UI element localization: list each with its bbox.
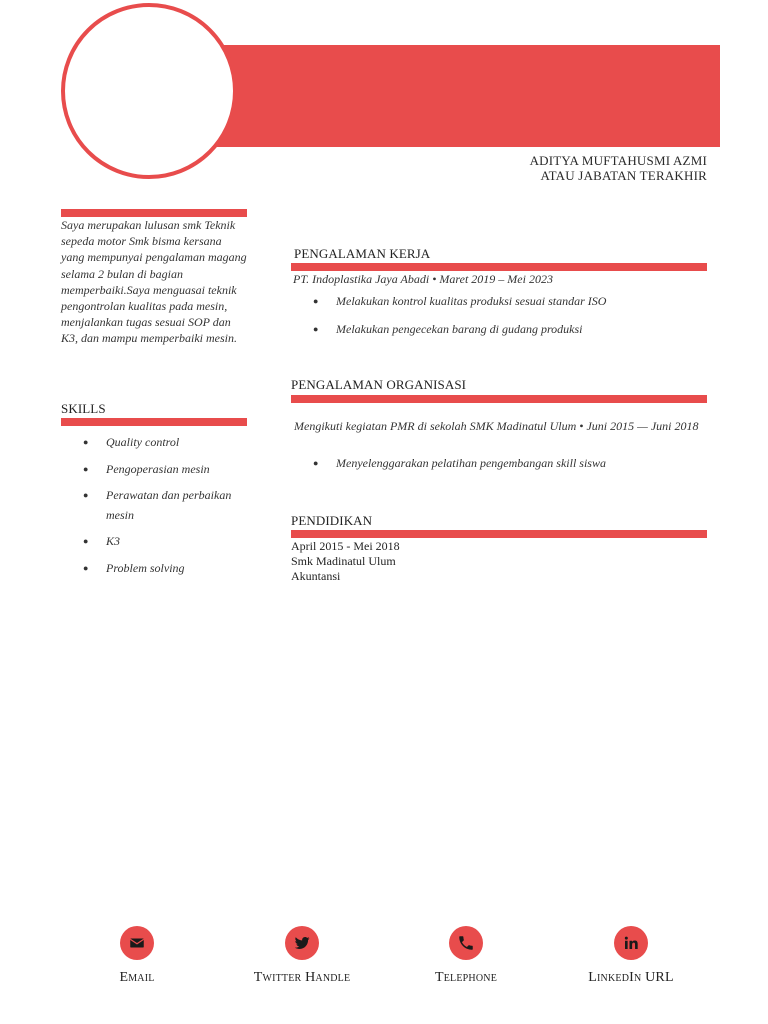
work-entry: PT. Indoplastika Jaya Abadi • Maret 2019 – Mei 2023 [293, 272, 553, 286]
linkedin-label[interactable]: LinkedIn URL [588, 970, 674, 985]
organization-bullet: ● Menyelenggarakan pelatihan pengembangan skill siswa [291, 455, 707, 471]
organization-divider [291, 395, 707, 403]
name-block [530, 153, 707, 183]
skill-item: ● Perawatan dan perbaikan mesin [61, 486, 251, 525]
organization-bullets [291, 455, 707, 483]
education-school: Smk Madinatul Ulum [291, 554, 396, 568]
photo-placeholder[interactable] [61, 3, 237, 179]
work-bullet: ● Melakukan pengecekan barang di gudang produksi [291, 321, 707, 337]
education-major: Akuntansi [291, 569, 341, 583]
education-details [291, 539, 400, 584]
skill-item: ● K3 [61, 532, 251, 552]
education-period: April 2015 - Mei 2018 [291, 539, 400, 553]
summary-divider [61, 209, 247, 217]
work-bullet: ● Melakukan kontrol kualitas produksi sesuai standar ISO [291, 293, 707, 309]
work-title: PENGALAMAN KERJA [294, 246, 431, 261]
twitter-bird-icon [285, 926, 319, 960]
phone-icon [449, 926, 483, 960]
telephone-label[interactable]: Telephone [434, 970, 497, 985]
education-divider [291, 530, 707, 538]
profile-summary: Saya merupakan lulusan smk Teknik sepeda motor Smk bisma kersana yang mempunyai pengalaman magang selama 2 bulan di bagian memperbaiki.Saya menguasai teknik pengontrolan kualitas pada mesin, menjalankan tugas sesuai SOP dan K3, dan mampu memperbaiki mesin. [61, 218, 247, 346]
organization-title: PENGALAMAN ORGANISASI [291, 377, 467, 392]
work-divider [291, 263, 707, 271]
envelope-icon [120, 926, 154, 960]
job-title: ATAU JABATAN TERAKHIR [540, 168, 707, 183]
skill-item: ● Pengoperasian mesin [61, 460, 251, 480]
email-label[interactable]: Email [119, 970, 155, 985]
skills-list [61, 433, 251, 585]
header-banner [180, 45, 720, 147]
contact-telephone[interactable] [386, 926, 546, 986]
skills-title: SKILLS [61, 401, 106, 416]
work-bullets [291, 293, 707, 349]
twitter-label[interactable]: Twitter Handle [253, 970, 351, 985]
contact-twitter[interactable] [222, 926, 382, 986]
skills-divider [61, 418, 247, 426]
skill-item: ● Quality control [61, 433, 251, 453]
skill-item: ● Problem solving [61, 559, 251, 579]
contact-email[interactable] [57, 926, 217, 986]
contact-linkedin[interactable] [551, 926, 711, 986]
linkedin-icon [614, 926, 648, 960]
organization-entry: Mengikuti kegiatan PMR di sekolah SMK Madinatul Ulum • Juni 2015 — Juni 2018 [294, 419, 699, 433]
full-name: ADITYA MUFTAHUSMI AZMI [529, 153, 707, 168]
education-title: PENDIDIKAN [291, 513, 373, 528]
